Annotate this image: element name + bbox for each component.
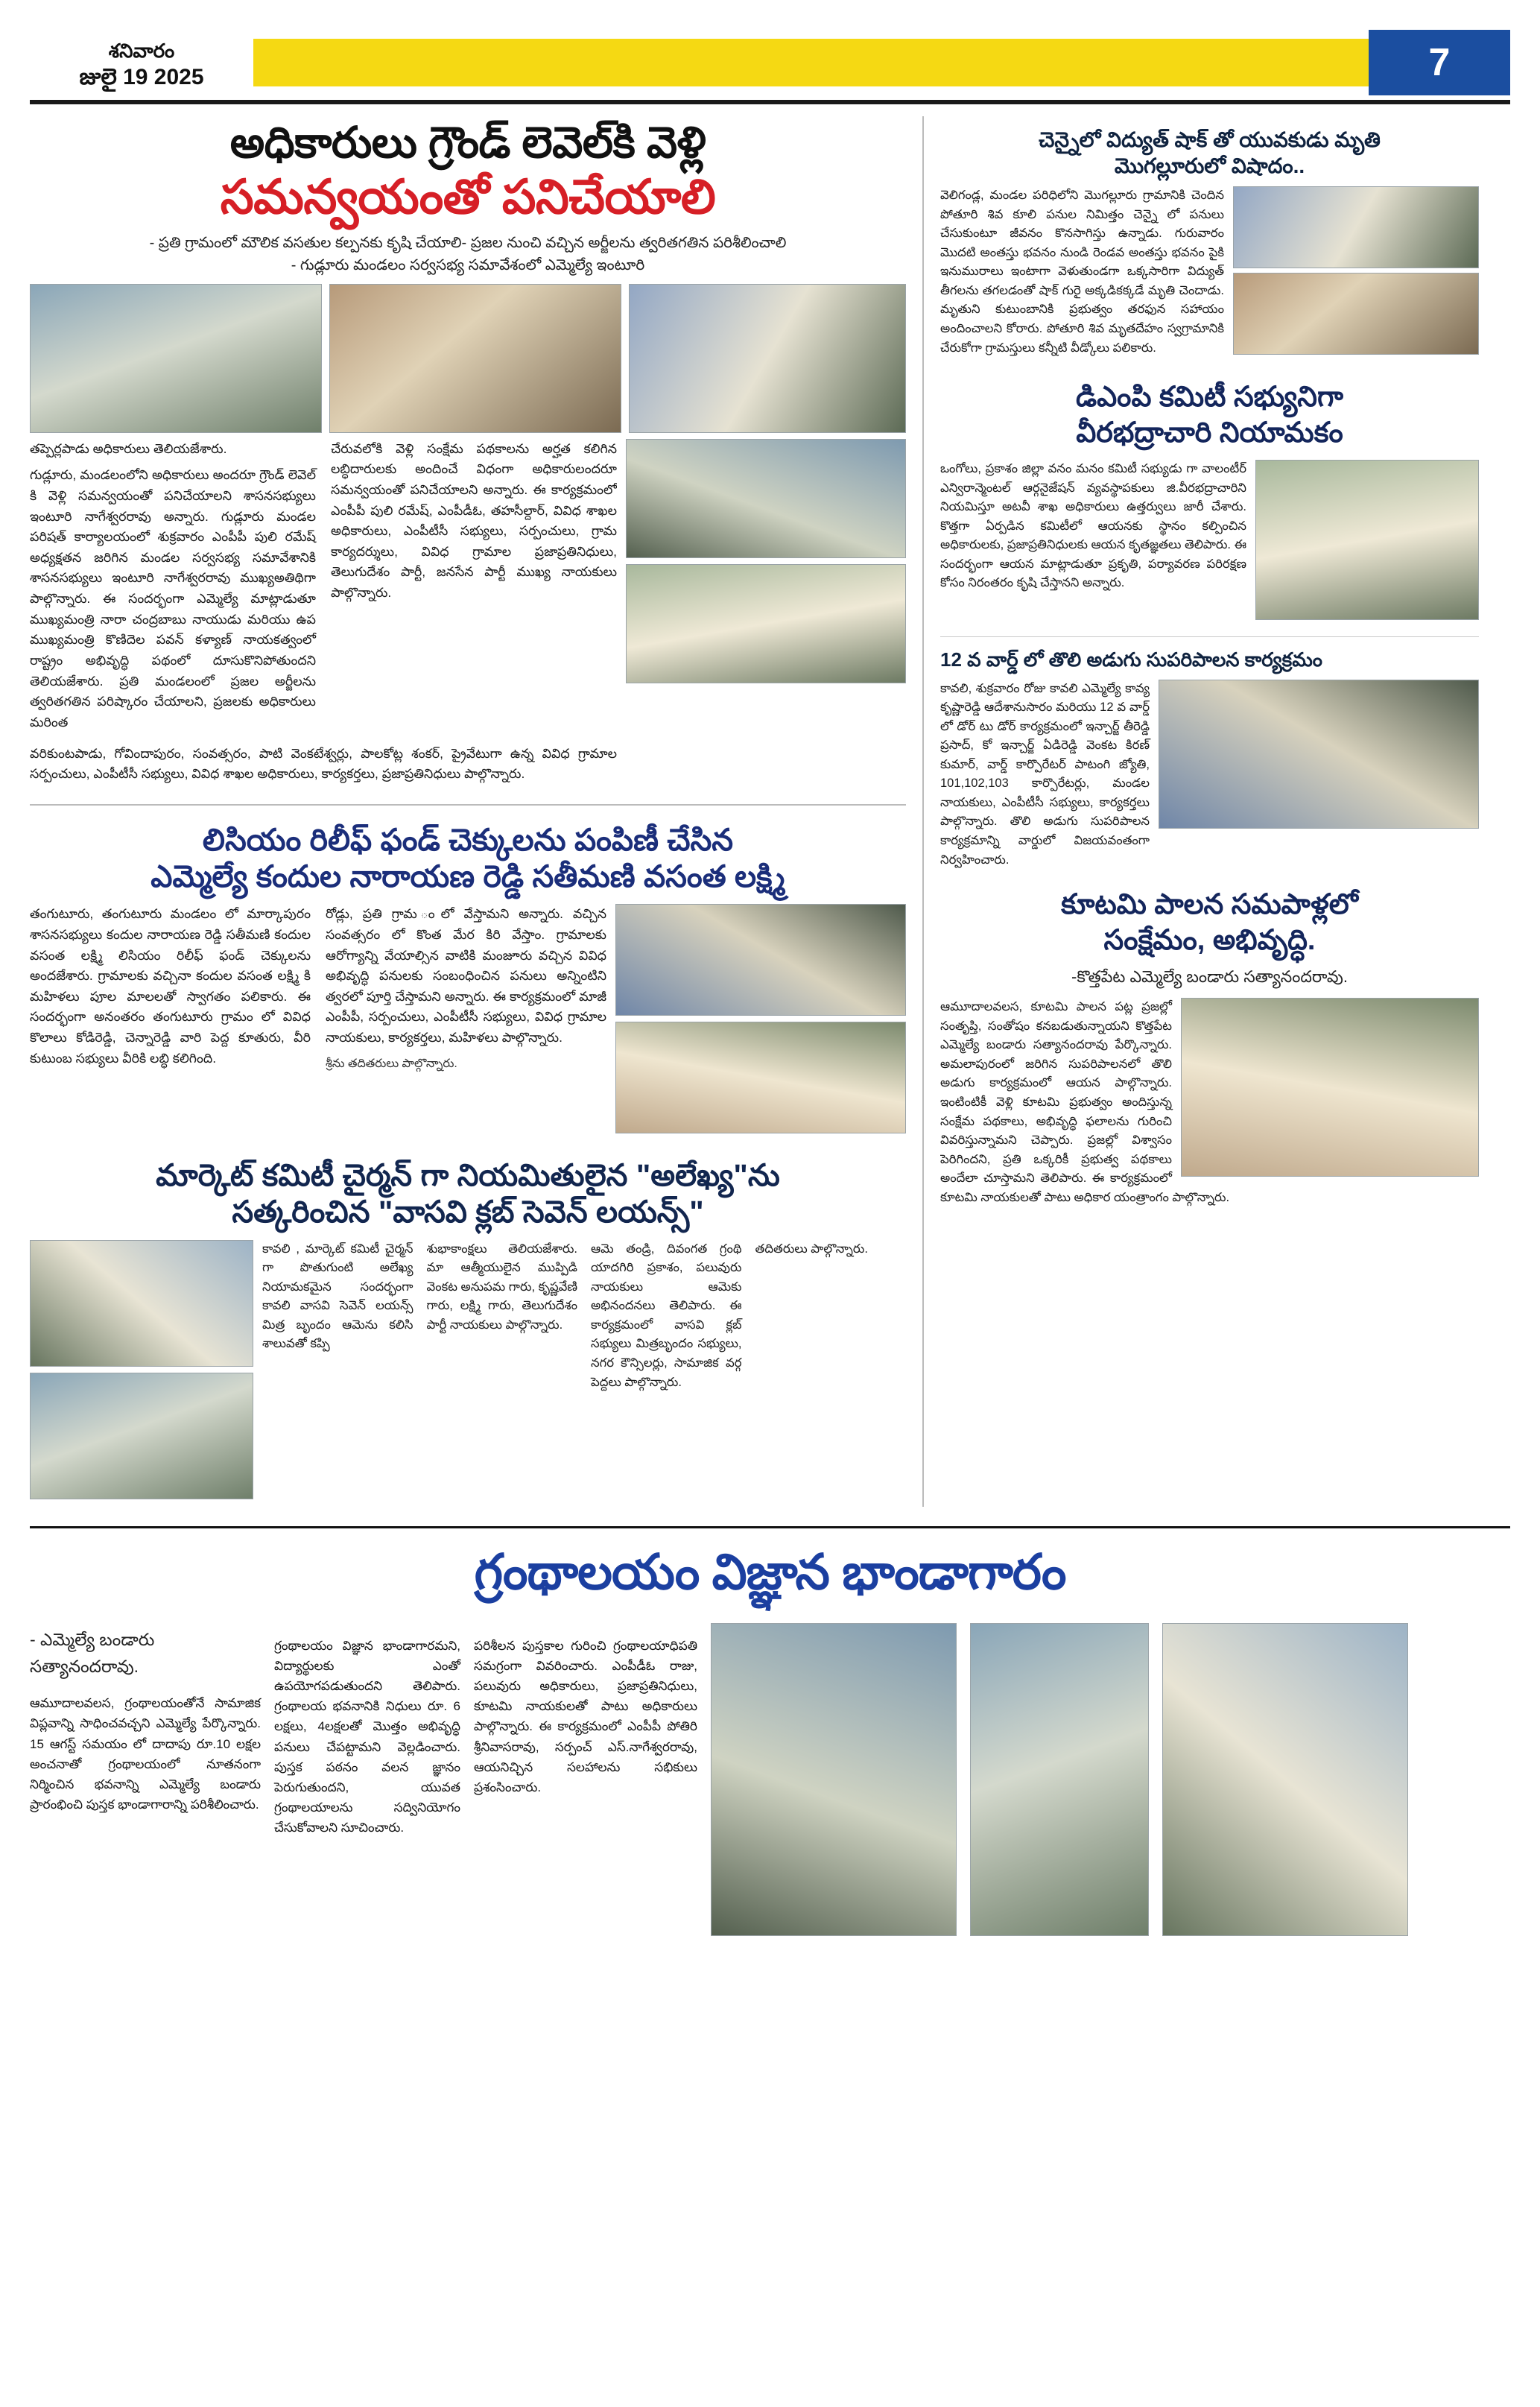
lead-caption: తప్పెర్లపాడు అధికారులు తెలియజేశారు. — [30, 440, 227, 456]
divider-2 — [940, 636, 1479, 637]
story3-headline: 12 వ వార్డ్ లో తొలి అడుగు సుపరిపాలన కార్యక్రమం — [940, 648, 1322, 671]
story2-photo — [1255, 460, 1479, 620]
marketsec-body-4: తదితరులు పాల్గొన్నారు. — [755, 1242, 868, 1256]
story3-body: కావలి, శుక్రవారం రోజు కావలి ఎమ్మెల్యే కావ్య కృష్ణారెడ్డి ఆదేశానుసారం మరియు 12 వ వార్డ్ లో డోర్ టు డోర్ కార్యక్రమంలో ఇన్చార్జ్ తీరెడ్డి ప్రసాద్, కో ఇన్చార్జ్ ఏడిరెడ్డి వెంకట కిరణ్ కుమార్, వార్డ్ కార్పొరేటర్ పాటంగి జ్యోతి, 101,102,103 కార్పొరేటర్లు, మండల నాయకులు, ఎంపీటీసీ సభ్యులు, కార్యకర్తలు పాల్గొన్నారు. తొలి అడుగు సుపరిపాలన కార్యక్రమాన్ని వార్డులో విజయవంతంగా నిర్వహించారు. — [940, 681, 1150, 867]
banner-col2: గ్రంథాలయం విజ్ఞాన భాండాగారమని, విద్యార్థులకు ఎంతో ఉపయోగపడుతుందని తెలిపారు. గ్రంథాలయ భవనానికి నిధులు రూ. 6 లక్షలు, 4లక్షలతో మొత్తం అభివృద్ధి పనులు చేపట్టామని వెల్లడించారు. పుస్తక పఠనం వలన జ్ఞానం పెరుగుతుందని, యువత గ్రంథాలయాలను సద్వినియోగం చేసుకోవాలని సూచించారు. — [274, 1638, 460, 1835]
story4-body: ఆమూదాలవలస, కూటమి పాలన పట్ల ప్రజల్లో సంతృప్తి, సంతోషం కనబడుతున్నాయని కొత్తపేట ఎమ్మెల్యే బండారు సత్యానందరావు పేర్కొన్నారు. అమలాపురంలో జరిగిన సుపరిపాలనలో తొలి అడుగు కార్యక్రమంలో ఆయన పాల్గొన్నారు. ఇంటింటికీ వెళ్లి కూటమి ప్రభుత్వం అందిస్తున్న సంక్షేమ పథకాలు, అభివృద్ధి ఫలాలను గురించి వివరిస్తున్నామని చెప్పారు. ప్రజల్లో విశ్వాసం పెరిగిందని, ప్రతి ఒక్కరికీ ప్రభుత్వ పథకాలు అందేలా చూస్తామని తెలిపారు. ఈ కార్యక్రమంలో కూటమి నాయకులతో పాటు అధికార యంత్రాంగం పాల్గొన్నారు. — [940, 1000, 1230, 1204]
divider-1 — [30, 804, 906, 806]
lead-photo-5 — [626, 564, 906, 683]
marketsec-headline — [30, 1157, 906, 1230]
marketsec-photo-2 — [30, 1373, 253, 1499]
banner-grid — [30, 1623, 1510, 1936]
story4-headline — [940, 888, 1479, 958]
page-content — [30, 116, 1510, 1507]
lead-headline — [30, 119, 906, 224]
story4-wrap — [940, 998, 1479, 1207]
banner-byline: - ఎమ్మెల్యే బండారు సత్యానందరావు. — [30, 1629, 155, 1677]
banner-col-left — [30, 1623, 261, 1936]
lead-deck-line2: - గుడ్లూరు మండలం సర్వసభ్య సమావేశంలో ఎమ్మెల్యే ఇంటూరి — [291, 256, 645, 273]
banner-title: గ్రంథాలయం విజ్ఞాన భాండాగారం — [474, 1543, 1066, 1599]
marketsec-headline-line2: సత్కరించిన "వాసవి క్లబ్ సెవెన్ లయన్స్" — [232, 1195, 704, 1230]
banner-photo-2 — [970, 1623, 1149, 1936]
lead-deck — [30, 232, 906, 276]
banner-col-2 — [274, 1623, 460, 1936]
story1-photo-2 — [1233, 273, 1479, 355]
story4-byline: -కొత్తపేట ఎమ్మెల్యే బండారు సత్యానందరావు. — [1071, 967, 1348, 987]
masthead — [30, 30, 1510, 104]
masthead-day: శనివారం — [108, 39, 175, 62]
lead-body — [30, 439, 617, 791]
newspaper-page — [0, 30, 1540, 2407]
midsec-body — [30, 904, 606, 1079]
banner-photo-3 — [1162, 1623, 1408, 1936]
story3-wrap — [940, 680, 1479, 870]
masthead-page-box — [1369, 30, 1510, 95]
midsec-photo-2 — [615, 1022, 906, 1133]
marketsec-headline-line1: మార్కెట్ కమిటీ చైర్మన్ గా నియమితులైన "అలేఖ్య"ను — [156, 1158, 780, 1193]
lead-body-wrap — [30, 439, 906, 791]
banner-col-3 — [474, 1623, 697, 1936]
marketsec-photo-1 — [30, 1240, 253, 1367]
midsec-headline — [30, 822, 906, 895]
story1-body: వెలిగండ్ల, మండల పరిధిలోని మొగల్లూరు గ్రామానికి చెందిన పోతూరి శివ కూలి పనుల నిమిత్తం చెన్నై లో పనులు చేసుకుంటూ జీవనం కొనసాగిస్తు ఉన్నాడు. గురువారం మొదటి అంతస్తు భవనం నుండి రెండవ అంతస్తు భవనం పైకి ఇనుమురాలు ఇంటాగా వెళుతుండగా ఒక్కసారిగా విద్యుత్ తీగలను తగలడంతో షాక్ గురై అక్కడికక్కడే మృతి చెందాడు. మృతుని కుటుంబానికి ప్రభుత్వం తరఫున సహాయం అందించాలని కోరారు. పోతూరి శివ మృతదేహం స్వగ్రామానికి చేరుకోగా గ్రామస్తులు కన్నీటి వీడ్కోలు పలికారు. — [940, 189, 1224, 355]
lead-deck-line1: - ప్రతి గ్రామంలో మౌలిక వసతుల కల్పనకు కృషి చేయాలి- ప్రజల నుంచి వచ్చిన అర్జీలను త్వరితగతిన పరిశీలించాలి — [149, 234, 787, 251]
story3-photo-1 — [1159, 680, 1479, 829]
lead-body-col3: వరికుంటపాడు, గోవిందాపురం, సంవత్సరం, పాటి వెంకటేశ్వర్లు, పాలకోట్ల శంకర్, ప్రైవేటుగా ఉన్న వివిధ గ్రామాల సర్పంచులు, ఎంపీటీసీ సభ్యులు, వివిధ శాఖల అధికారులు, కార్యకర్తలు, ప్రజాప్రతినిధులు పాల్గొన్నారు. — [30, 745, 617, 782]
masthead-date-value: జులై 19 2025 — [79, 64, 204, 89]
midsec-headline-line1: లిసియం రిలీఫ్ ఫండ్ చెక్కులను పంపిణీ చేసిన — [202, 822, 734, 857]
left-column — [30, 116, 924, 1507]
midsec-headline-line2: ఎమ్మెల్యే కందుల నారాయణ రెడ్డి సతీమణి వసంత లక్ష్మి — [150, 859, 785, 894]
midsec-photo-group — [615, 904, 906, 1133]
story4-photo — [1181, 998, 1479, 1177]
story4-photo-1 — [1181, 998, 1479, 1177]
bottom-banner — [30, 1526, 1510, 1936]
story2-wrap — [940, 460, 1479, 627]
page-number: 7 — [1428, 41, 1451, 84]
lead-photo-4 — [626, 439, 906, 558]
marketsec-body-1: కావలి , మార్కెట్ కమిటీ చైర్మన్ గా పొతుగుంటి అలేఖ్య నియామకమైన సందర్భంగా కావలి వాసవి సెవెన్ లయన్స్ మిత్ర బృందం ఆమెను కలిసి శాలువతో కప్పి — [262, 1242, 413, 1351]
lead-photo-row — [30, 284, 906, 433]
story2-photo-1 — [1255, 460, 1479, 620]
lead-headline-line1: అధికారులు గ్రౌండ్ లెవెల్‌కి వెళ్లి — [229, 118, 706, 167]
lead-photo-group-right — [626, 439, 906, 683]
story2-headline — [940, 380, 1479, 451]
lead-photo-1 — [30, 284, 322, 433]
banner-photo-1 — [711, 1623, 957, 1936]
marketsec-body-2: శుభాకాంక్షలు తెలియజేశారు. మా ఆత్మీయులైన ముప్పిడి వెంకట అనుపమ గారు, కృష్ణవేణి గారు, లక్ష్మి గారు, తెలుగుదేశం పార్టీ నాయకులు పాల్గొన్నారు. — [426, 1242, 577, 1332]
lead-photo-2 — [329, 284, 621, 433]
masthead-date — [30, 30, 253, 100]
story2-headline-line1: డిఎంపి కమిటీ సభ్యునిగా — [1076, 382, 1343, 413]
banner-col3: పరిశీలన పుస్తకాల గురించి గ్రంథాలయాధిపతి సమగ్రంగా వివరించారు. ఎంపీడీఓ రాజు, పలువురు అధికారులు, ప్రజాప్రతినిధులు, కూటమి నాయకులతో పాటు అధికారులు పాల్గొన్నారు. ఈ కార్యక్రమంలో ఎంపీపీ పోతిరి శ్రీనివాసరావు, సర్పంచ్ ఎస్.నాగేశ్వరరావు, ఆయనిచ్చిన సలహాలను సభికులు ప్రశంసించారు. — [474, 1638, 697, 1794]
midsec-caption: శ్రీను తదితరులు పాల్గొన్నారు. — [326, 1057, 457, 1070]
masthead-yellow-bar — [253, 39, 1369, 86]
marketsec-body — [262, 1240, 906, 1399]
lead-photo-3 — [629, 284, 906, 433]
story4-headline-line1: కూటమి పాలన సమపాళ్లలో — [1061, 889, 1358, 921]
marketsec-body-3: ఆమె తండ్రి, దివంగత గ్రంథి యాదగిరి ప్రకాశం, పలువురు నాయకులు ఆమెకు అభినందనలు తెలిపారు. ఈ కార్యక్రమంలో వాసవి క్లబ్ సభ్యులు మిత్రబృందం సభ్యులు, నగర కౌన్సిలర్లు, సామాజిక వర్గ పెద్దలు పాల్గొన్నారు. — [591, 1242, 742, 1389]
story3-photo — [1159, 680, 1479, 829]
right-column — [924, 116, 1479, 1507]
story2-headline-line2: వీరభద్రాచారి నియామకం — [1076, 417, 1343, 449]
story1-headline-line1: చెన్నైలో విద్యుత్ షాక్ తో యువకుడు మృతి — [1039, 128, 1381, 151]
midsec-photo-1 — [615, 904, 906, 1016]
story4-headline-line2: సంక్షేమం, అభివృద్ధి. — [1103, 924, 1316, 956]
banner-col1: ఆమూదాలవలస, గ్రంథాలయంతోనే సామాజిక విప్లవాన్ని సాధించవచ్చని ఎమ్మెల్యే పేర్కొన్నారు. 15 ఆగస్ట్ సమయం లో దాదాపు రూ.10 లక్షల అంచనాతో గ్రంథాలయంలో నూతనంగా నిర్మించిన భవనాన్ని ఎమ్మెల్యే బండారు ప్రారంభించి పుస్తక భాండాగారాన్ని పరిశీలించారు. — [30, 1696, 261, 1812]
midsec-body-wrap — [30, 904, 906, 1141]
story1-headline-line2: మొగల్లూరులో విషాదం.. — [1114, 154, 1305, 177]
lead-body-col2: చేరువలోకి వెళ్లి సంక్షేమ పథకాలను అర్హత కలిగిన లబ్ధిదారులకు అందించే విధంగా అధికారులందరూ సమన్వయంతో పనిచేయాలని అన్నారు. ఈ కార్యక్రమంలో ఎంపీపీ పులి రమేష్, ఎంపీడీఓ, తహసీల్దార్, వివిధ శాఖల అధికారులు, ఎంపీటీసీ సభ్యులు, సర్పంచులు, గ్రామ కార్యదర్శులు, వివిధ గ్రామాల ప్రజాప్రతినిధులు, తెలుగుదేశం పార్టీ, జనసేన పార్టీ ముఖ్య నాయకులు పాల్గొన్నారు. — [331, 440, 617, 601]
lead-headline-line2: సమన్వయంతో పనిచేయాలి — [220, 169, 716, 224]
story1-photo-1 — [1233, 186, 1479, 268]
lead-body-col1: గుడ్లూరు, మండలంలోని అధికారులు అందరూ గ్రౌండ్ లెవెల్ కి వెళ్లి సమన్వయంతో పనిచేయాలని శాసనసభ్యులు ఇంటూరి నాగేశ్వరరావు అన్నారు. గుడ్లూరు మండల పరిషత్ కార్యాలయంలో శుక్రవారం ఎంపీపీ పులి రమేష్ అధ్యక్షతన జరిగిన మండల సర్వసభ్య సమావేశానికి శాసనసభ్యులు ఇంటూరి నాగేశ్వరరావు ముఖ్యఅతిథిగా పాల్గొన్నారు. ఈ సందర్భంగా ఎమ్మెల్యే మాట్లాడుతూ ముఖ్యమంత్రి నారా చంద్రబాబు నాయుడు మరియు ఉప ముఖ్యమంత్రి కొణిదెల పవన్ కళ్యాణ్ నాయకత్వంలో రాష్ట్రం అభివృద్ధి పథంలో దూసుకొనిపోతుందని తెలియజేశారు. ప్రతి మండలంలో ప్రజల అర్జీలను త్వరితగతిన పరిష్కారం చేయాలని, ప్రజలకు అధికారులు మరింత — [30, 467, 316, 730]
story1-photo-group — [1233, 186, 1479, 355]
marketsec-wrap — [30, 1240, 906, 1507]
story1-headline — [940, 127, 1479, 179]
marketsec-photo-group — [30, 1240, 253, 1499]
story2-body: ఒంగోలు, ప్రకాశం జిల్లా వనం మనం కమిటీ సభ్యుడు గా వాలంటీర్ ఎన్విరాన్మెంటల్ ఆర్గనైజేషన్ వ్యవస్థాపకులు జి.వీరభద్రాచారిని నియమిస్తూ అటవీ శాఖ అధికారులు ఉత్తర్వులు జారీ చేశారు. కొత్తగా ఏర్పడిన కమిటీలో ఆయనకు స్థానం కల్పించిన అధికారులకు, ప్రజాప్రతినిధులకు ఆయన కృతజ్ఞతలు తెలిపారు. ఈ సందర్భంగా ఆయన మాట్లాడుతూ ప్రకృతి, పర్యావరణ పరిరక్షణ కోసం నిరంతరం కృషి చేస్తానని అన్నారు. — [940, 462, 1246, 590]
midsec-body-1: తంగుటూరు, తంగుటూరు మండలం లో మార్కాపురం శాసనసభ్యులు కందుల నారాయణ రెడ్డి సతీమణి కందుల వసంత లక్ష్మి లిసియం రిలీఫ్ ఫండ్ చెక్కులను అందజేశారు. గ్రామాలకు వచ్చినా కందుల వసంత లక్ష్మి కి మహిళలు పూల మాలలతో స్వాగతం పలికారు. ఈ సందర్భంగా అనంతరం తంగుటూరు గ్రామం లో వివిధ కొలాలు కోడిరెడ్డి, చెన్నారెడ్డి వారి పెద్ద కూతురు, వీరి కుటుంబ సభ్యులు వీరికి లబ్ధి కలిగింది. — [30, 906, 311, 1066]
story1-wrap — [940, 186, 1479, 362]
midsec-body-2: రోడ్లు, ప్రతి గ్రామ ంలో వేస్తామని అన్నారు. వచ్చిన సంవత్సరం లో కొంత మేర కిరి వేస్తాం. గ్రామాలకు ఆరోగ్యాన్ని వేయాల్సిన వాటికి మంజూరు వచ్చిన వివిధ అభివృద్ధి పనులకు సంబంధించిన పనులు అన్నింటిని త్వరలో పూర్తి చేస్తామని అన్నారు. ఈ కార్యక్రమంలో మాజీ ఎంపీపీ, సర్పంచులు, ఎంపీటీసీ సభ్యులు, వివిధ గ్రామాల నాయకులు, కార్యకర్తలు, మహిళలు పాల్గొన్నారు. — [326, 906, 606, 1046]
